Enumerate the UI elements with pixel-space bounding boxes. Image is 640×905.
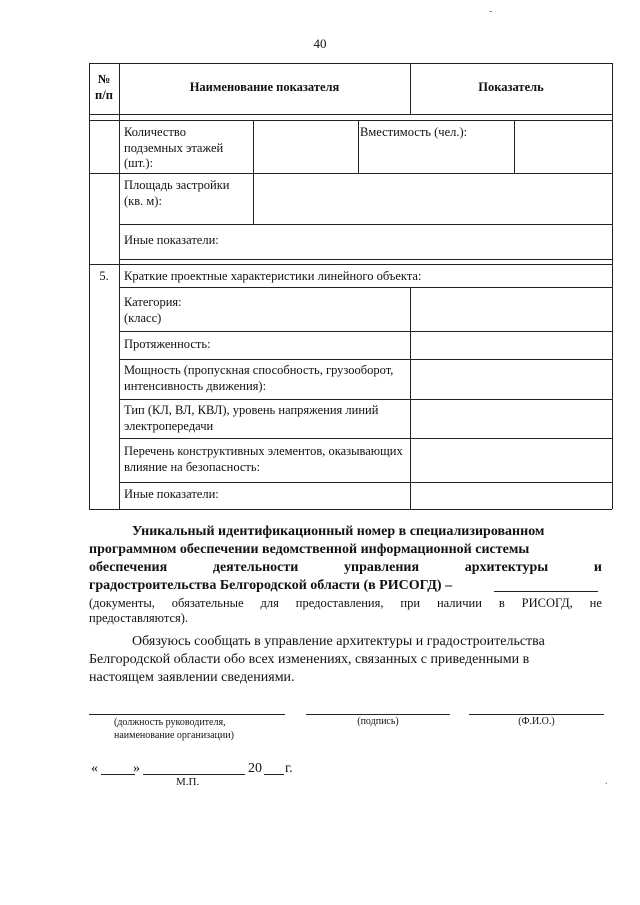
date-year-suffix: г. [285, 761, 293, 776]
unique-id-line-4: градостроительства Белгородской области (в РИСОГД) – [89, 578, 453, 593]
margin-mark: . [605, 776, 608, 787]
unique-id-note: (документы, обязательные для предоставления, при наличии в РИСОГД, не [89, 596, 602, 610]
category-label: Категория: (класс) [124, 295, 182, 325]
date-month-blank[interactable] [143, 774, 245, 775]
full-name-line[interactable] [469, 714, 604, 715]
unique-id-note-line-2: предоставляются). [89, 611, 189, 625]
unique-id-blank[interactable] [494, 591, 598, 592]
commitment-line-2: Белгородской области обо всех изменениях, связанных с приведенными в [89, 652, 530, 667]
full-name-label: (Ф.И.О.) [518, 716, 555, 727]
length-label: Протяженность: [124, 337, 211, 351]
signature-line[interactable] [306, 714, 450, 715]
signature-label: (подпись) [357, 716, 399, 727]
underground-floors-label: Количество подземных этажей (шт.): [124, 125, 224, 170]
capacity-label: Вместимость (чел.): [360, 125, 468, 139]
position-signature-line[interactable] [89, 714, 285, 715]
unique-id-line-2: программном обеспечении ведомственной информационной системы [89, 542, 530, 557]
page-number: 40 [313, 36, 327, 51]
header-indicator-name: Наименование показателя [189, 80, 340, 94]
safety-elements-label: Перечень конструктивных элементов, оказывающих влияние на безопасность: [124, 444, 403, 474]
other-indicators-linear-label: Иные показатели: [124, 487, 219, 501]
date-year-prefix: 20 [248, 761, 262, 776]
commitment-line-3: настоящем заявлении сведениями. [89, 670, 295, 685]
date-open-quote: « [91, 761, 98, 776]
section-5-title: Краткие проектные характеристики линейного объекта: [124, 269, 422, 283]
other-indicators-building-label: Иные показатели: [124, 233, 219, 247]
header-number: № п/п [95, 72, 113, 102]
line-type-label: Тип (КЛ, ВЛ, КВЛ), уровень напряжения линий электропередачи [124, 403, 379, 433]
position-label: (должность руководителя, наименование организации) [114, 717, 234, 741]
date-close-quote: » [133, 761, 140, 776]
unique-id-line-1: Уникальный идентификационный номер в специализированном [132, 524, 545, 539]
date-year-blank[interactable] [264, 774, 284, 775]
power-label: Мощность (пропускная способность, грузооборот, интенсивность движения): [124, 363, 394, 393]
section-5-number: 5. [99, 269, 109, 283]
building-area-label: Площадь застройки (кв. м): [124, 178, 230, 208]
commitment-line-1: Обязуюсь сообщать в управление архитектуры и градостроительства [132, 634, 545, 649]
unique-id-line-3: обеспечения деятельности управления архитектуры и [89, 560, 602, 575]
stamp-label: М.П. [176, 776, 200, 788]
corner-mark: - [489, 6, 493, 17]
header-indicator-value: Показатель [478, 80, 544, 94]
indicators-table [89, 63, 612, 509]
date-day-blank[interactable] [101, 774, 135, 775]
